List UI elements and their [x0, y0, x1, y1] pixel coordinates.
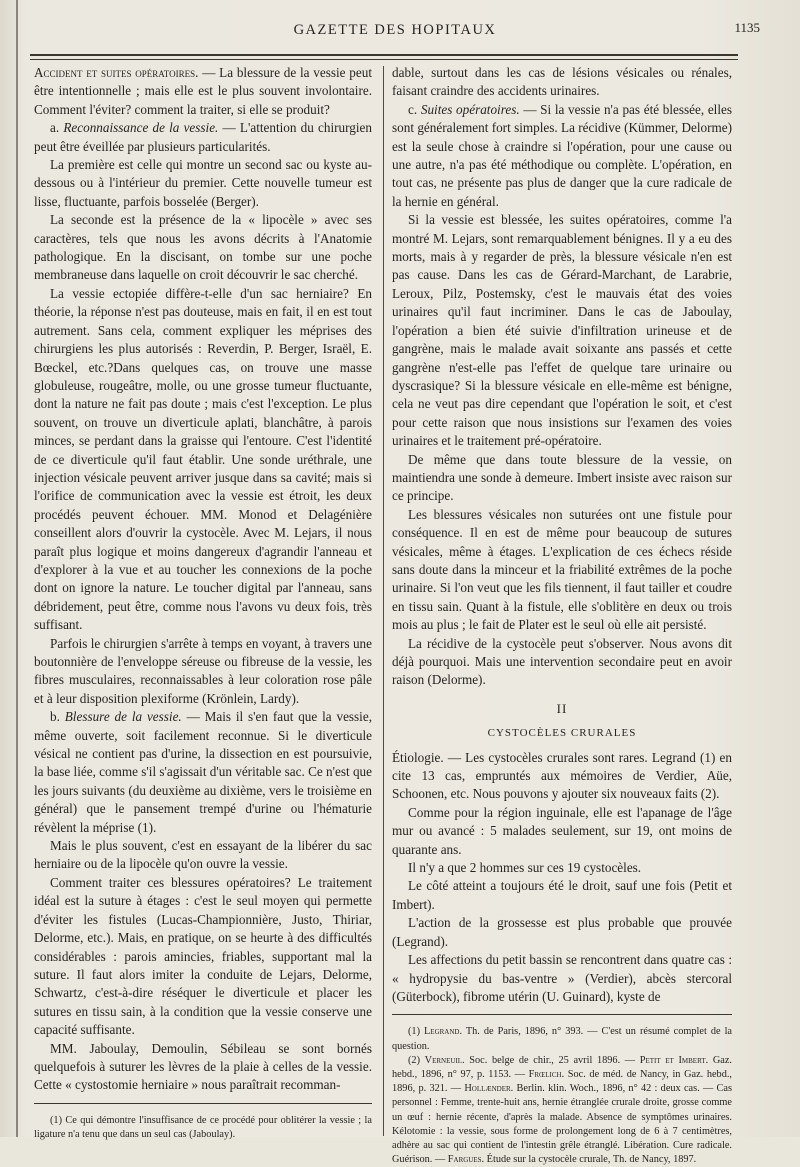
paragraph	[34, 119, 372, 156]
footnote: (1) Ce qui démontre l'insuffisance de ce procédé pour oblitérer la vessie ; la ligature n'a tenu que dans un seul cas (Jaboulay).	[34, 1114, 372, 1140]
author-name: Frœlich	[528, 1068, 562, 1080]
paragraph	[34, 708, 372, 837]
footnote-text: . Berlin. klin. Woch., 1896, n° 42 : deux cas. — Cas personnel : Femme, trente-huit ans, hernie étranglée crurale droite, grosse comme un œuf : hernie récente, d'après la malade. Absence de symptômes urinaires. Kélotomie : la vessie, sous forme de prolongement long de 6 à 7 centimètres, adhère au sac qui contient de l'intestin grêle étranglé. Libération. Cure radicale. Guérison. —	[392, 1083, 732, 1166]
journal-title: GAZETTE DES HOPITAUX	[293, 22, 497, 38]
column-separator	[383, 66, 384, 1136]
footnote-text: . Gaz. hebd., 1896, n° 97, p. 1153. —	[392, 1054, 733, 1080]
author-name: Hollænder	[464, 1083, 511, 1095]
header-rule-thick	[30, 54, 738, 56]
paragraph: MM. Jaboulay, Demoulin, Sébileau se sont bornés quelquefois à suturer les lèvres de la plaie à celles de la vessie. Cette « cystostomie herniaire » nous paraîtrait recomman-	[34, 1040, 372, 1093]
author-name: Fargues	[447, 1154, 482, 1166]
right-column	[392, 64, 732, 1167]
paragraph: Comment traiter ces blessures opératoires? Le traitement idéal est la suture à étages : c'est le seul moyen qui permette d'éviter les fistules (Lucas-Championnière, Justo, Thiriar, Delorme, etc.). Mais, en pratique, on se heurte à des difficultés considérables : parois amincies, friables, supportant mal la suture. Il faut alors imiter la conduite de Lejars, Delorme, Schwartz, c'est-à-dire réséquer le diverticule et placer les sutures en tissu sain, à la condition que la vessie conserve une capacité suffisante.	[34, 874, 372, 1038]
paragraph: La seconde est la présence de la « lipocèle » avec ses caractères, tels que nous les avons décrits à l'Anatomie pathologique. En la discisant, on tombe sur une poche membraneuse dans laquelle on croit découvrir le sac cherché.	[34, 212, 372, 283]
paragraph: Mais le plus souvent, c'est en essayant de la libérer du sac herniaire ou de la lipocèle qu'on ouvre la vessie.	[34, 838, 372, 872]
section-lead: Étiologie.	[392, 749, 444, 765]
paragraph	[34, 64, 372, 119]
left-column	[34, 64, 372, 1142]
paragraph: Si la vessie est blessée, les suites opératoires, comme l'a montré M. Lejars, sont remarquablement bénignes. Il y a eu des morts, mais à y regarder de près, la blessure vésicale n'en est pas cause. Dans les cas de Gérard-Marchant, de Larabrie, Leroux, Pilz, Postemsky, c'est le mauvais état des voies urinaires qu'il faut incriminer. Dans le cas de Jaboulay, l'opération a bien été suivie d'infiltration urineuse et de gangrène, mais le malade avait soixante ans passés et cette gangrène n'est-elle pas l'effet de quelque tare urinaire ou dyscrasique? Si la blessure vésicale en elle-même est bénigne, cela ne veut pas dire cependant que l'opération le soit, et c'est pour cette raison que nous insistions sur l'examen des voies urinaires et le traitement pré-opératoire.	[392, 212, 732, 449]
section-numeral: II	[556, 700, 568, 716]
author-name: Verneuil	[424, 1054, 463, 1066]
footnote-marker: (2)	[408, 1054, 425, 1066]
paragraph-text: — L'attention du chirurgien peut être éveillée par plusieurs particularités.	[34, 120, 373, 154]
paragraph	[392, 101, 732, 211]
paragraph: Parfois le chirurgien s'arrête à temps en voyant, à travers une boutonnière de l'enveloppe séreuse ou fibreuse de la vessie, les fibres musculaires, reconnaissables à leur coloration rose pâle et à leur disposition plexiforme (Krönlein, Lardy).	[34, 635, 372, 706]
page-number: 1135	[734, 20, 760, 35]
footnote-text: . Th. de Paris, 1896, n° 393. — C'est un résumé complet de la question.	[392, 1026, 732, 1052]
item-label: c.	[408, 101, 421, 117]
paragraph: Le côté atteint a toujours été le droit, sauf une fois (Petit et Imbert).	[392, 878, 732, 912]
section-title: CYSTOCÈLES CRURALES	[487, 727, 637, 740]
footnote-text: . Soc. belge de chir., 25 avril 1896. —	[462, 1054, 640, 1066]
paragraph: De même que dans toute blessure de la vessie, on maintiendra une sonde à demeure. Imbert insiste avec raison sur ce principe.	[392, 451, 732, 504]
footnote-text: . Soc. de méd. de Nancy, in Gaz. hebd., 1896, p. 321. —	[392, 1068, 733, 1095]
item-label: a.	[50, 120, 64, 136]
paragraph-text: — Si la vessie n'a pas été blessée, elles sont généralement fort simples. La récidive (Kümmer, Delorme) est la seule chose à craindre si l'opération, pour une cause ou une autre, n'a pas été méthodique ou complète. L'opération, en tout cas, ne présente pas plus de danger que la cure radicale de la hernie en général.	[392, 101, 732, 209]
footnote-rule	[392, 1014, 732, 1015]
footnote	[392, 1054, 732, 1167]
subsection-title: Blessure de la vessie.	[64, 709, 182, 725]
item-label: b.	[50, 709, 65, 725]
paragraph: La récidive de la cystocèle peut s'observer. Nous avons dit déjà pourquoi. Mais une intervention secondaire peut en avoir raison (Delorme).	[392, 635, 732, 688]
paragraph-text: — La blessure de la vessie peut être intentionnelle ; mais elle est le plus souvent involontaire. Comment l'éviter? comment la traiter, si elle se produit?	[34, 65, 372, 117]
paragraph: Les affections du petit bassin se rencontrent dans quatre cas : « hydropysie du bas-ventre » (Verdier), abcès stercoral (Güterbock), fibrome utérin (U. Guinard), kyste de	[392, 952, 732, 1004]
paragraph: dable, surtout dans les cas de lésions vésicales ou rénales, faisant craindre des accidents urinaires.	[392, 65, 732, 99]
paragraph-text: — Les cystocèles crurales sont rares. Legrand (1) en cite 13 cas, empruntés aux mémoires de Verdier, Aüe, Schoonen, etc. Nous pouvons y ajouter six nouveaux faits (2).	[392, 749, 732, 802]
subsection-title: Reconnaissance de la vessie.	[63, 120, 219, 136]
paragraph: Comme pour la région inguinale, elle est l'apanage de l'âge mur ou avancé : 5 malades seulement, sur 19, ont moins de quarante ans.	[392, 804, 732, 857]
footnote-text: . Étude sur la cystocèle crurale, Th. de Nancy, 1897.	[481, 1154, 697, 1166]
paragraph	[392, 749, 732, 804]
paragraph: La vessie ectopiée diffère-t-elle d'un sac herniaire? En théorie, la réponse n'est pas douteuse, mais en fait, il en est tout autrement. Sans cela, comment expliquer les méprises des chirurgiens les plus autorisés : Reverdin, P. Berger, Israël, E. Bœckel, etc.?Dans quelques cas, on trouve une masse globuleuse, rougeâtre, molle, ou une grosse tumeur fluctuante, dont la nature ne fait pas doute ; mais c'est l'exception. Le plus souvent, on trouve un diverticule aplati, blanchâtre, à parois minces, se perdant dans la graisse qui l'entoure. C'est l'identité de ce diverticule qu'il faut établir. Une sonde uréthrale, une injection vésicale peuvent arriver jusque dans sa cavité; mais si l'orifice de communication avec la vessie est étroit, les deux procédés peuvent échouer. MM. Monod et Delagénière conseillent alors d'ouvrir la cystocèle. Avec M. Lejars, il nous paraît plus logique et moins dangereux d'agrandir l'anneau et d'explorer à la vue et au toucher les connexions de la poche dont on ignore la nature. Le toucher digital par l'anneau, sans débridement, peut être, comme nous l'avons vu deux fois, très suffisant.	[34, 285, 372, 633]
paragraph-text: — Mais il s'en faut que la vessie, même ouverte, soit facilement reconnue. Si le diverticule vésical ne contient pas d'urine, la dissection en est poursuivie, la base liée, comme s'il s'agissait d'un véritable sac. Ce n'est que les jours suivants (du deuxième au dixième, vers le troisième en général) que le pansement trempé d'urine ou l'hématurie révèlent la méprise (1).	[34, 709, 372, 835]
binding-edge	[16, 0, 18, 1137]
paragraph: La première est celle qui montre un second sac ou kyste au-dessous ou à l'intérieur du premier. Cette nouvelle tumeur est lisse, fluctuante, parfois bosselée (Berger).	[34, 157, 372, 209]
paragraph: Il n'y a que 2 hommes sur ces 19 cystocèles.	[408, 860, 642, 876]
footnote-rule	[34, 1103, 372, 1104]
subsection-title: Suites opératoires.	[420, 101, 520, 117]
paragraph: L'action de la grossesse est plus probable que prouvée (Legrand).	[392, 915, 732, 949]
paragraph: Les blessures vésicales non suturées ont une fistule pour conséquence. Il en est de même pour beaucoup de sutures vésicales, même à étages. L'explication de ces échecs réside sans doute dans la minceur et la friabilité extrêmes de la poche urinaire. Si l'on veut que les fils tiennent, il faut tailler et coudre en tissu sain. Quant à la fistule, elle s'oblitère en deux ou trois mois au plus ; le fait de Plater est le seul où elle ait persisté.	[392, 506, 732, 633]
section-lead: Accident et suites opératoires.	[34, 65, 199, 80]
author-name: Legrand	[424, 1026, 460, 1038]
page-header	[30, 22, 760, 42]
header-rule-thin	[30, 59, 738, 60]
author-name: Petit et Imbert	[639, 1054, 706, 1066]
footnote-marker: (1)	[408, 1026, 425, 1038]
footnote	[392, 1025, 732, 1053]
